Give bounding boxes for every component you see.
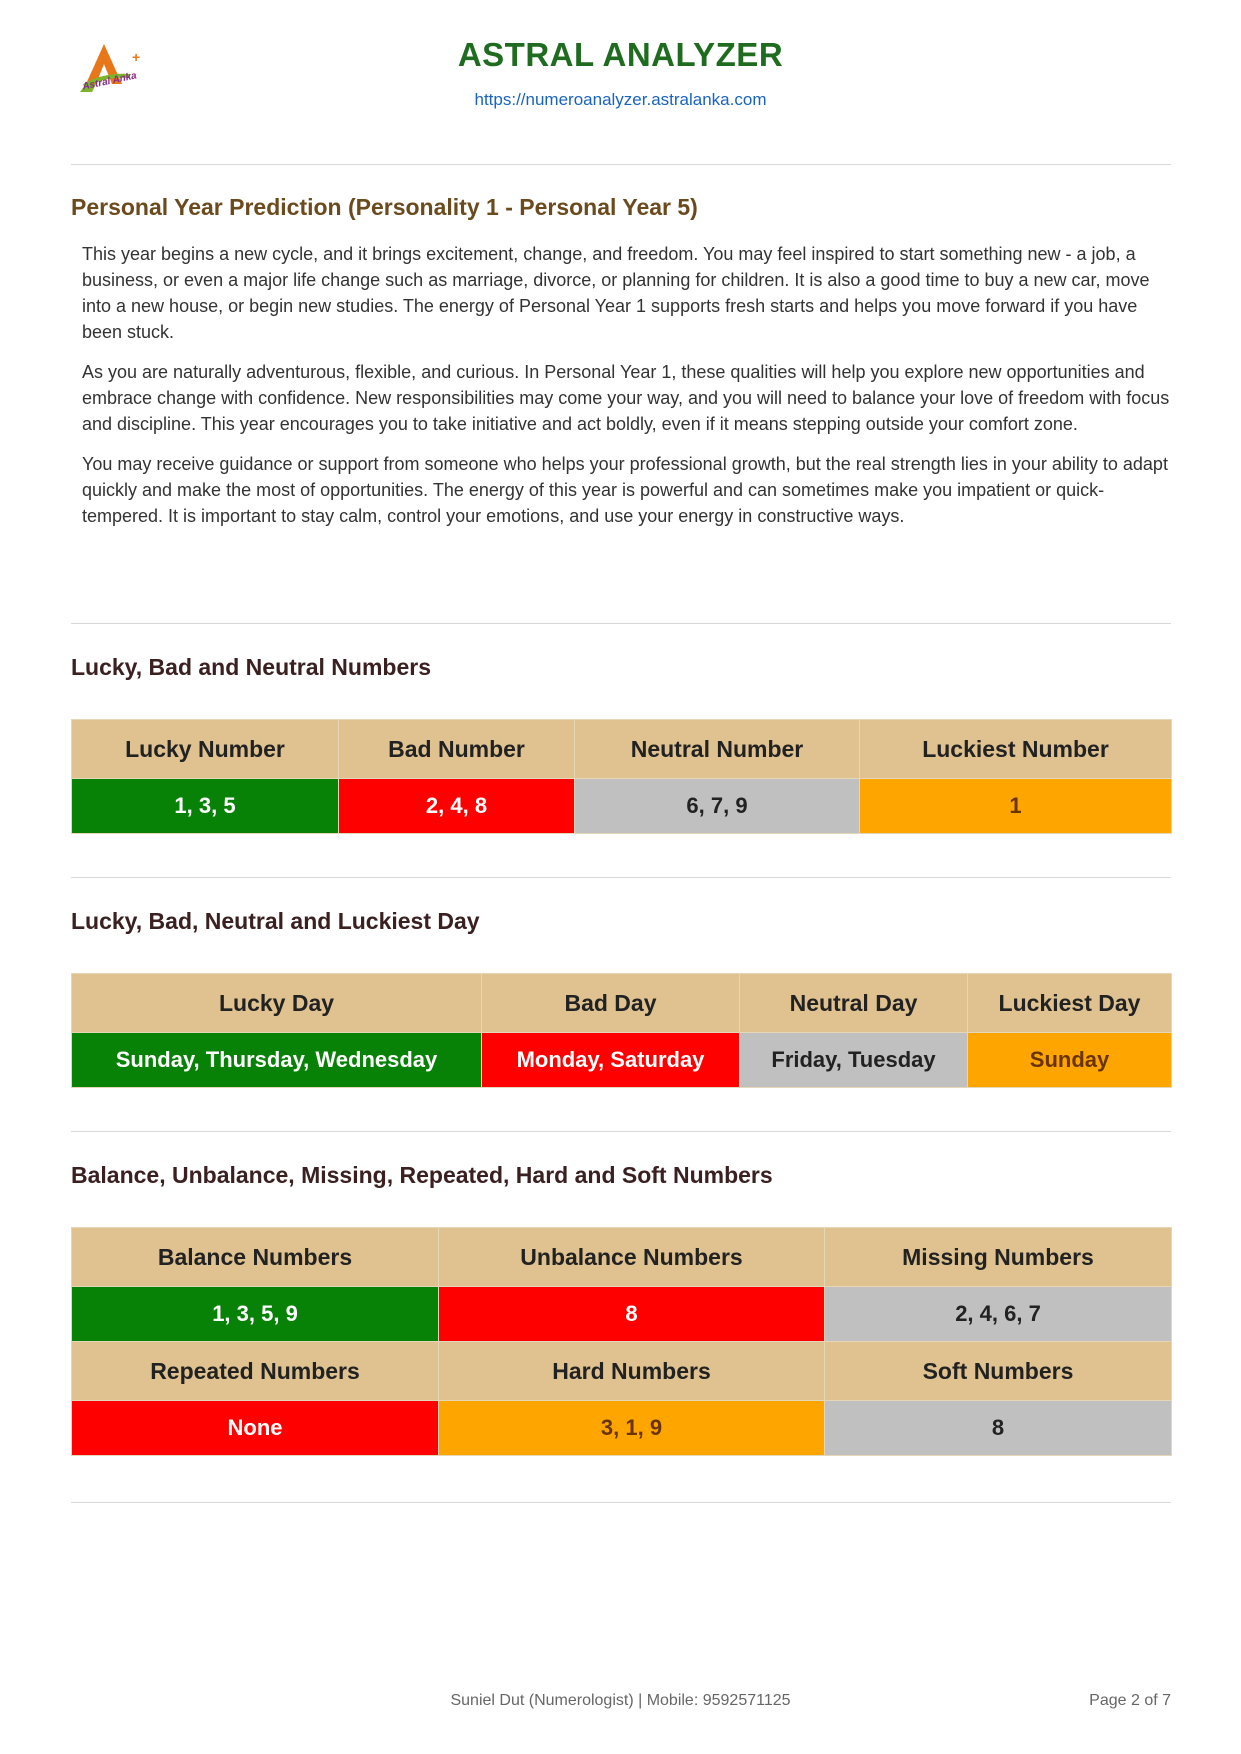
soft-numbers-header: Soft Numbers [825,1342,1172,1401]
repeated-numbers-header: Repeated Numbers [72,1342,439,1401]
page-header [70,36,1171,126]
bad-number-value: 2, 4, 8 [339,779,575,834]
prediction-paragraph: You may receive guidance or support from someone who helps your professional growth, but the real strength lies in your ability to adapt quickly and make the most of opportunities. The energy of this year is powerful and can sometimes make you impatient or quick-tempered. It is important to stay calm, control your emotions, and use your energy in constructive ways. [82,454,1168,526]
lucky-day-header: Lucky Day [72,974,482,1033]
lucky-number-header: Lucky Number [72,720,339,779]
prediction-paragraph: As you are naturally adventurous, flexible, and curious. In Personal Year 1, these qualities will help you explore new opportunities and embrace change with confidence. New responsibilities may come your way, and you will need to balance your love of freedom with focus and discipline. This year encourages you to take initiative and act boldly, even if it means stepping outside your comfort zone. [82,362,1170,434]
footer-contact: Suniel Dut (Numerologist) | Mobile: 9592571125 [450,1692,791,1709]
balance-title: Balance, Unbalance, Missing, Repeated, Hard and Soft Numbers [71,1162,773,1188]
soft-numbers-value: 8 [825,1401,1172,1456]
logo-text: Astral Anka [81,70,138,93]
prediction-paragraph: This year begins a new cycle, and it brings excitement, change, and freedom. You may feel inspired to start something new - a job, a business, or even a major life change such as marriage, divorce, or planning for children. It is also a good time to buy a new car, move into a new house, or begin new studies. The energy of Personal Year 1 supports fresh starts and helps you move forward if you have been stuck. [82,244,1150,342]
hard-numbers-value: 3, 1, 9 [439,1401,825,1456]
numbers-title: Lucky, Bad and Neutral Numbers [71,654,431,680]
divider [71,1131,1171,1132]
divider [71,877,1171,878]
prediction-text [82,241,1170,543]
unbalance-numbers-value: 8 [439,1287,825,1342]
unbalance-numbers-header: Unbalance Numbers [439,1228,825,1287]
divider [71,623,1171,624]
prediction-title: Personal Year Prediction (Personality 1 - Personal Year 5) [71,194,698,220]
lucky-day-value: Sunday, Thursday, Wednesday [72,1033,482,1088]
missing-numbers-header: Missing Numbers [825,1228,1172,1287]
luckiest-number-value: 1 [860,779,1172,834]
balance-numbers-header: Balance Numbers [72,1228,439,1287]
days-table [71,973,1172,1088]
site-url[interactable]: https://numeroanalyzer.astralanka.com [474,90,767,109]
bad-number-header: Bad Number [339,720,575,779]
luckiest-day-header: Luckiest Day [968,974,1172,1033]
bad-day-value: Monday, Saturday [482,1033,740,1088]
balance-table [71,1227,1172,1456]
repeated-numbers-value: None [72,1401,439,1456]
divider [71,164,1171,165]
neutral-day-header: Neutral Day [740,974,968,1033]
numbers-table [71,719,1172,834]
neutral-day-value: Friday, Tuesday [740,1033,968,1088]
neutral-number-header: Neutral Number [575,720,860,779]
svg-text:+: + [132,49,141,65]
luckiest-day-value: Sunday [968,1033,1172,1088]
days-title: Lucky, Bad, Neutral and Luckiest Day [71,908,480,934]
missing-numbers-value: 2, 4, 6, 7 [825,1287,1172,1342]
bad-day-header: Bad Day [482,974,740,1033]
neutral-number-value: 6, 7, 9 [575,779,860,834]
luckiest-number-header: Luckiest Number [860,720,1172,779]
divider [71,1502,1171,1503]
site-title: ASTRAL ANALYZER [457,36,784,73]
lucky-number-value: 1, 3, 5 [72,779,339,834]
balance-numbers-value: 1, 3, 5, 9 [72,1287,439,1342]
page-number: Page 2 of 7 [1089,1692,1171,1709]
hard-numbers-header: Hard Numbers [439,1342,825,1401]
